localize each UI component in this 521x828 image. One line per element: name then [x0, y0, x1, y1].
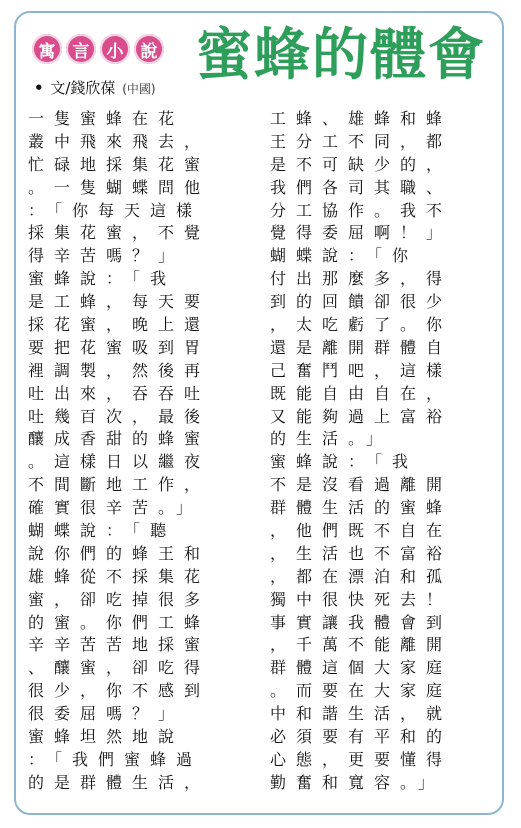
byline-author: 文/錢欣葆: [50, 79, 116, 97]
text-line: 說你們的蜂王和: [28, 543, 211, 563]
text-line: 群體生活的蜜蜂: [270, 498, 453, 518]
text-line: 心態，更要懂得: [270, 749, 453, 769]
text-line: 的是群體生活，: [28, 772, 211, 792]
text-line: ：「你每天這樣: [28, 200, 203, 220]
text-line: ，太吃虧了。你: [270, 315, 453, 335]
text-line: ，他們既不自在: [270, 521, 453, 541]
text-line: 辛辛苦苦地採蜜: [28, 635, 211, 655]
text-line: 勤奮和寬容。」: [270, 772, 445, 792]
text-line: 一隻蜜蜂在花: [28, 109, 185, 128]
text-line: ，生活也不富裕: [270, 543, 453, 563]
text-line: 吐出來，吞吞吐: [28, 383, 211, 403]
byline: [34, 78, 156, 99]
text-line: 、釀蜜，卻吃得: [28, 658, 211, 678]
column-badges: [32, 34, 164, 66]
badge-2: 言: [66, 34, 96, 64]
text-line: ：「我們蜜蜂過: [28, 749, 203, 769]
text-line: 採花蜜，晚上還: [28, 315, 211, 335]
text-line: 到的回饋卻很少: [270, 292, 453, 312]
text-line: 忙碌地採集花蜜: [28, 154, 211, 174]
text-line: 蝴蝶說：「你: [270, 246, 419, 266]
text-line: 覺得委屈啊！」: [270, 223, 453, 243]
text-line: 還是離開群體自: [270, 337, 453, 357]
text-line: 的蜜。你們工蜂: [28, 612, 211, 632]
text-line: 確實很辛苦。」: [28, 498, 203, 518]
text-line: ，都在漂泊和孤: [270, 566, 453, 586]
text-line: 又能夠過上富裕: [270, 406, 453, 426]
text-line: 蜜蜂說：「我: [28, 269, 177, 289]
text-line: 裡調製，然後再: [28, 360, 211, 380]
text-line: 工蜂、雄蜂和蜂: [270, 109, 453, 128]
text-line: 很少，你不感到: [28, 681, 211, 701]
text-line: 己奮鬥吧，這樣: [270, 360, 453, 380]
text-line: 不是沒看過離開: [270, 475, 453, 495]
article-title: 蜜蜂的體會: [196, 23, 486, 88]
text-line: 中和諧生活，就: [270, 704, 453, 724]
text-line: 我們各司其職、: [270, 177, 453, 197]
text-line: 蜜蜂說：「我: [270, 452, 419, 472]
text-line: 要把花蜜吸到胃: [28, 337, 211, 357]
text-line: 釀成香甜的蜂蜜: [28, 429, 211, 449]
text-line: 很委屈嗎？」: [28, 704, 185, 724]
text-line: 叢中飛來飛去，: [28, 131, 211, 151]
text-line: 的生活。」: [270, 429, 393, 449]
text-line: 蜜蜂坦然地說: [28, 727, 185, 747]
text-line: 付出那麼多，得: [270, 269, 453, 289]
text-line: 必須要有平和的: [270, 727, 453, 747]
text-line: 雄蜂從不採集花: [28, 566, 211, 586]
text-line: 分工協作。我不: [270, 200, 453, 220]
text-line: 群體這個大家庭: [270, 658, 453, 678]
text-line: 王分工不同，都: [270, 131, 453, 151]
byline-origin: (中國): [122, 82, 156, 96]
left-text-column: [28, 108, 246, 795]
text-line: 。這樣日以繼夜: [28, 452, 211, 472]
text-line: 是工蜂，每天要: [28, 292, 211, 312]
text-line: 。而要在大家庭: [270, 681, 453, 701]
text-line: 採集花蜜，不覺: [28, 223, 211, 243]
text-line: 得辛苦嗎？」: [28, 246, 185, 266]
text-line: ，千萬不能離開: [270, 635, 453, 655]
badge-4: 說: [134, 34, 164, 64]
text-line: 既能自由自在，: [270, 383, 453, 403]
text-line: 是不可缺少的，: [270, 154, 453, 174]
badge-3: 小: [100, 34, 130, 64]
text-line: 吐幾百次，最後: [28, 406, 211, 426]
byline-dot: •: [34, 79, 44, 97]
text-line: 獨中很快死去！: [270, 589, 453, 609]
text-line: 不間斷地工作，: [28, 475, 211, 495]
text-line: 事實讓我體會到: [270, 612, 453, 632]
text-line: 蜜，卻吃掉很多: [28, 589, 211, 609]
badge-1: 寓: [32, 34, 62, 64]
right-text-column: [270, 108, 488, 795]
text-line: 。一隻蝴蝶問他: [28, 177, 211, 197]
text-line: 蝴蝶說：「聽: [28, 521, 177, 541]
